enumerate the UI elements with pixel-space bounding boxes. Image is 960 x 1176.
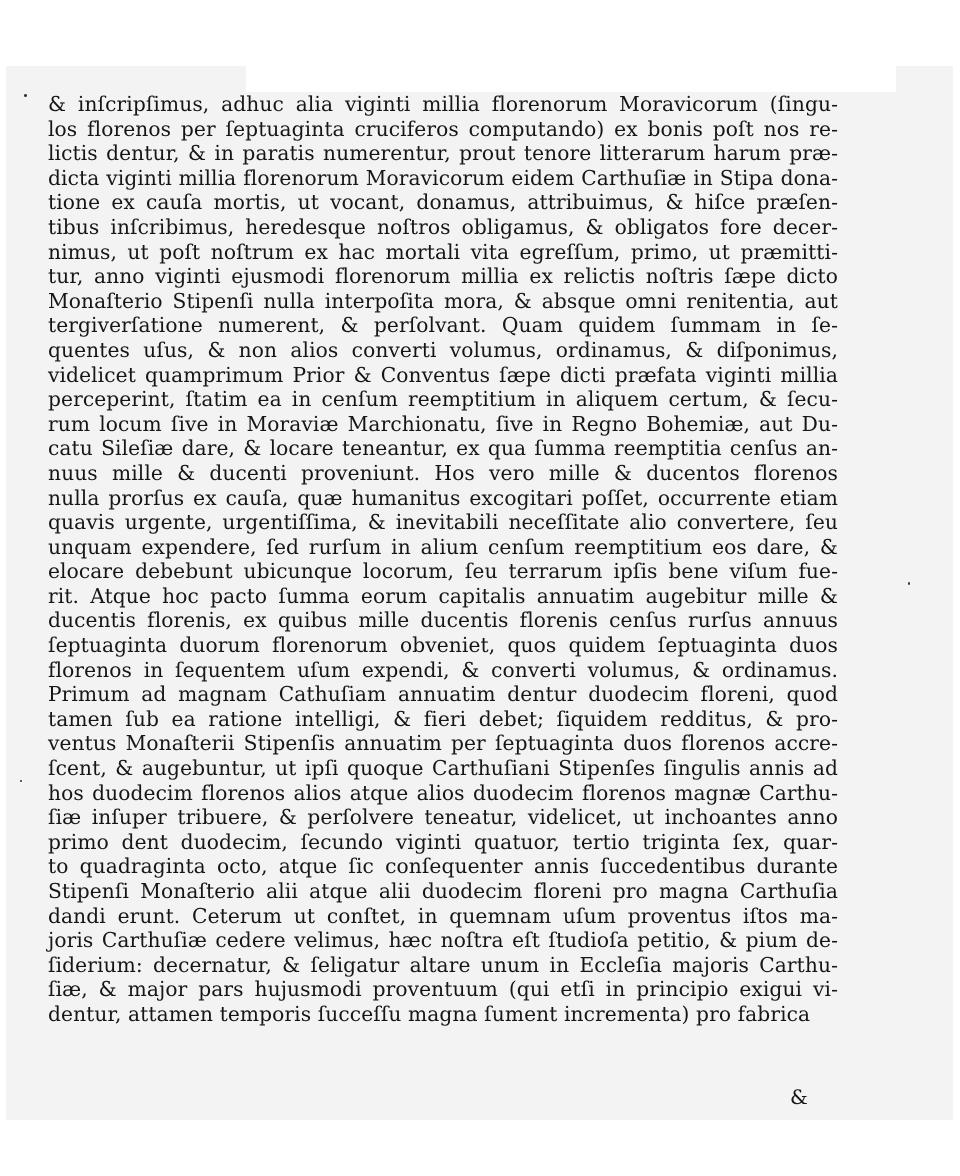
text-line: ventus Monaſterii Stipenſis annuatim per ſeptuaginta duos florenos accre-	[48, 731, 838, 756]
text-line: tergiverſatione numerent, & perſolvant. Quam quidem ſummam in ſe-	[48, 313, 838, 338]
text-line: quavis urgente, urgentiſſima, & inevitabili neceſſitate alio convertere, ſeu	[48, 510, 838, 535]
text-line: ſeptuaginta duorum florenorum obveniet, quos quidem ſeptuaginta duos	[48, 633, 838, 658]
text-line: Monaſterio Stipenſi nulla interpoſita mora, & absque omni renitentia, aut	[48, 288, 838, 313]
text-line: & inſcripſimus, adhuc alia viginti millia florenorum Moravicorum (ſingu-	[48, 92, 838, 116]
text-line: hos duodecim florenos alios atque alios duodecim florenos magnæ Carthu-	[48, 780, 838, 805]
text-line: los florenos per ſeptuaginta cruciferos computando) ex bonis poſt nos re-	[48, 116, 838, 141]
text-line: dandi erunt. Ceterum ut conſtet, in quemnam uſum proventus iſtos ma-	[48, 903, 838, 928]
text-line: tione ex cauſa mortis, ut vocant, donamus, attribuimus, & hiſce præſen-	[48, 190, 838, 215]
text-line: nuus mille & ducenti proveniunt. Hos vero mille & ducentos florenos	[48, 460, 838, 485]
text-line: videlicet quamprimum Prior & Conventus ſæpe dicti præfata viginti millia	[48, 362, 838, 387]
scan-speck	[20, 780, 22, 782]
text-line: rum locum ſive in Moraviæ Marchionatu, ſive in Regno Bohemiæ, aut Du-	[48, 411, 838, 436]
text-line: tur, anno viginti ejusmodi florenorum millia ex relictis noſtris ſæpe dicto	[48, 264, 838, 289]
text-line: ducentis florenis, ex quibus mille ducentis florenis cenſus rurſus annuus	[48, 608, 838, 633]
scan-speck	[24, 94, 27, 97]
text-line: nulla prorſus ex cauſa, quæ humanitus excogitari poſſet, occurrente etiam	[48, 485, 838, 510]
text-line: ſiæ inſuper tribuere, & perſolvere teneatur, videlicet, ut inchoantes anno	[48, 805, 838, 830]
text-line: ſiæ, & major pars hujusmodi proventuum (qui etſi in principio exigui vi-	[48, 977, 838, 1002]
text-line: to quadraginta octo, atque ſic conſequenter annis ſuccedentibus durante	[48, 854, 838, 879]
scan-speck	[908, 582, 910, 585]
text-line: nimus, ut poſt noſtrum ex hac mortali vita egreſſum, primo, ut præmitti-	[48, 239, 838, 264]
text-line: primo dent duodecim, ſecundo viginti quatuor, tertio triginta ſex, quar-	[48, 829, 838, 854]
text-line: florenos in ſequentem uſum expendi, & converti volumus, & ordinamus.	[48, 657, 838, 682]
text-line: quentes uſus, & non alios converti volumus, ordinamus, & diſponimus,	[48, 337, 838, 362]
text-line: perceperint, ſtatim ea in cenſum reemptitium in aliquem certum, & ſecu-	[48, 387, 838, 412]
text-line: ſiderium: decernatur, & ſeligatur altare unum in Eccleſia majoris Carthu-	[48, 952, 838, 977]
text-line: unquam expendere, ſed rurſum in alium cenſum reemptitium eos dare, &	[48, 534, 838, 559]
text-line: dentur, attamen temporis ſucceſſu magna ſument incrementa) pro fabrica	[48, 1001, 811, 1026]
text-line: Primum ad magnam Cathuſiam annuatim dentur duodecim floreni, quod	[48, 682, 838, 707]
text-line: tibus inſcribimus, heredesque noſtros obligamus, & obligatos fore decer-	[48, 214, 838, 239]
text-line: Stipenſi Monaſterio alii atque alii duodecim floreni pro magna Carthuſia	[48, 879, 838, 903]
text-line: catu Sileſiæ dare, & locare teneantur, ex qua ſumma reemptitia cenſus an-	[48, 436, 838, 461]
text-line: rit. Atque hoc pacto ſumma eorum capitalis annuatim augebitur mille &	[48, 583, 838, 608]
text-line: elocare debebunt ubicunque locorum, ſeu terrarum ipſis bene viſum fue-	[48, 559, 838, 584]
text-line: dicta viginti millia florenorum Moravicorum eidem Carthuſiæ in Stipa dona-	[48, 165, 838, 190]
page-body-text	[48, 92, 838, 1027]
text-line: tamen ſub ea ratione intelligi, & fieri debet; ſiquidem redditus, & pro-	[48, 706, 838, 731]
catchword: &	[790, 1085, 808, 1109]
scan-top-margin-gap	[246, 66, 896, 92]
text-line: lictis dentur, & in paratis numerentur, prout tenore litterarum harum præ-	[48, 141, 838, 166]
text-line: ſcent, & augebuntur, ut ipſi quoque Carthuſiani Stipenſes ſingulis annis ad	[48, 756, 838, 781]
text-line: joris Carthuſiæ cedere velimus, hæc noſtra eſt ſtudioſa petitio, & pium de-	[48, 928, 838, 953]
